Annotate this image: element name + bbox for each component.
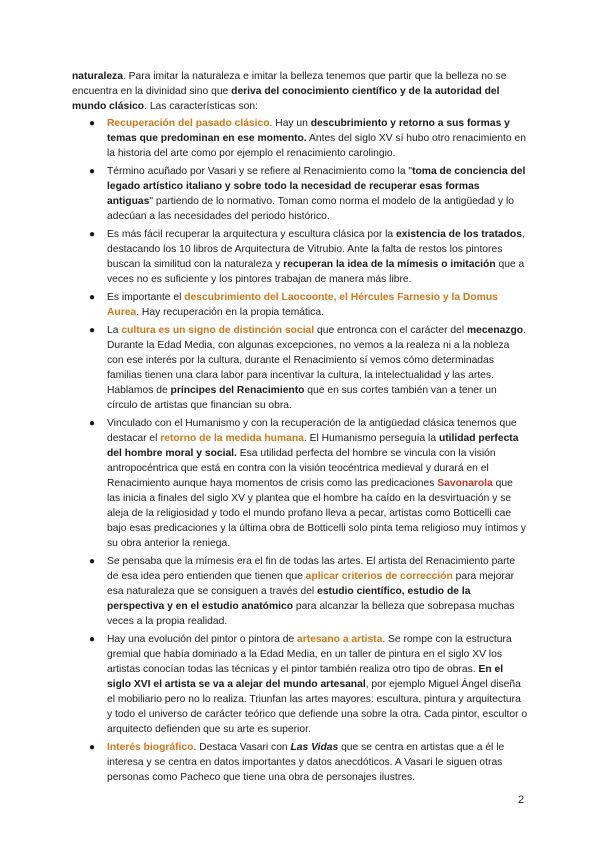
text-run: que se centra en artistas que a él le interesa y se centra en datos importantes y datos anecdóticos. A Vasari le siguen otras personas como Pacheco que tiene una obra de personajes ilustres. — [107, 742, 505, 784]
text-run: que en sus cortes también van a tener un círculo de artistas que financian su obra. — [107, 384, 497, 411]
text-run: Término acuñado por Vasari y se refiere al Renacimiento como la " — [107, 166, 413, 178]
bullet-icon: ● — [89, 118, 96, 130]
text-run: , destacando los 10 libros de Arquitectura de Vitrubio. Ante la falta de restos los pintores buscan la similitud con la naturaleza y — [107, 228, 525, 271]
list-item — [72, 632, 528, 738]
text-run: Se pensaba que la mímesis era el fin de todas las artes. El artista del Renacimiento parte de esa idea pero entienden que tienen que — [107, 555, 516, 582]
text-run: que entronca con el carácter del — [314, 324, 467, 336]
text-run: Antes del siglo XV sí hubo otro renacimiento en la historia del arte como por ejemplo el renacimiento carolingio. — [107, 133, 526, 160]
list-item — [72, 416, 528, 552]
page-number: 2 — [518, 794, 525, 806]
text-run: . Hay un — [269, 118, 311, 130]
text-run: . Destaca Vasari con — [193, 742, 291, 754]
bullet-icon: ● — [89, 742, 96, 754]
text-run: Esa utilidad perfecta del hombre se vincula con la visión antropocéntrica que está en contra con la visión teocéntrica medieval y durará en el Renacimiento aunque haya momentos de crisis como las predicaciones — [107, 447, 496, 489]
emphasis-run: mecenazgo — [467, 324, 524, 336]
bullet-icon: ● — [89, 417, 96, 429]
bullet-icon: ● — [89, 228, 96, 240]
list-item-text — [107, 418, 526, 550]
list-item-text — [107, 634, 527, 736]
list-item-text — [107, 742, 504, 783]
bullet-icon: ● — [89, 555, 96, 567]
list-item — [72, 554, 528, 629]
emphasis-run: artesano a artista — [297, 633, 383, 645]
text-run: para alcanzar la belleza que sobrepasa muchas veces a la propia realidad. — [107, 601, 515, 628]
text-run: " partiendo de lo normativo. Toman como norma el modelo de la antigüedad y lo adecúan a las necesidades del periodo histórico. — [107, 196, 514, 223]
text-run: . Se rompe con la estructura gremial que había dominado a la Edad Media, en un taller de pintura en el siglo XV los artistas conocían todas las técnicas y el pintor también realiza otro tipo de obras. — [107, 633, 512, 676]
list-item — [72, 116, 528, 161]
emphasis-run: recuperan la idea de la mímesis o imitación — [283, 259, 496, 271]
text-run: Es importante el — [107, 291, 185, 303]
emphasis-run: utilidad perfecta del hombre moral y social. — [107, 432, 519, 459]
emphasis-run: Interés biográfico — [107, 742, 194, 754]
list-item-text — [107, 118, 526, 159]
text-run: Hay una evolución del pintor o pintora de — [107, 633, 298, 645]
text-run: , por ejemplo Miguel Ángel diseña el mobiliario pero no lo realiza. Triunfan las artes mayores: escultura, pintura y arquitectura y todo el universo de carácter teórico que defiende una sobre la otra. Cada pintor, escultor o arquitecto defienden que su arte es superior. — [107, 679, 528, 736]
list-item — [72, 740, 528, 785]
emphasis-run: descubrimiento y retorno a sus formas y temas que predominan en ese momento. — [107, 118, 510, 145]
list-item — [72, 227, 528, 287]
emphasis-run: En el siglo XVI el artista se va a alejar del mundo artesanal — [107, 664, 504, 691]
emphasis-run: Savonarola — [437, 477, 493, 489]
text-run: para mejorar esa naturaleza que se consiguen a través del — [107, 571, 514, 598]
emphasis-run: Recuperación del pasado clásico — [107, 118, 270, 130]
bullet-icon: ● — [89, 324, 96, 336]
emphasis-run: toma de conciencia del legado artístico italiano y sobre todo la necesidad de recuperar esas formas antiguas — [107, 166, 526, 208]
text-run: . Las características son: — [144, 101, 258, 113]
emphasis-run: cultura es un signo de distinción social — [121, 324, 315, 336]
bullet-icon: ● — [89, 166, 96, 178]
emphasis-run: estudio científico, estudio de la perspectiva y en el estudio anatómico — [107, 586, 471, 613]
document-body — [72, 69, 528, 788]
text-run: que a veces no es suficiente y los pintores trabajan de manera más libre. — [107, 259, 525, 286]
emphasis-run: príncipes del Renacimiento — [170, 384, 305, 396]
list-item — [72, 290, 528, 320]
list-item-text — [107, 292, 498, 318]
emphasis-run: retorno de la medida humana — [160, 432, 304, 444]
text-run: Vinculado con el Humanismo y con la recuperación de la antigüedad clásica tenemos que destacar el — [107, 417, 517, 444]
text-run: La — [107, 324, 122, 336]
emphasis-run: existencia de los tratados — [396, 228, 522, 240]
list-item-text — [107, 556, 515, 627]
text-run: . Para imitar la naturaleza e imitar la belleza tenemos que partir que la belleza no se encuentra en la divinidad sino que — [72, 71, 507, 98]
list-item-text — [107, 166, 525, 222]
bullet-icon: ● — [89, 291, 96, 303]
list-item — [72, 164, 528, 224]
emphasis-run: deriva del conocimiento científico y de la autoridad del mundo clásico — [72, 86, 500, 113]
text-run: que las inicia a finales del siglo XV y plantea que el hombre ha caído en la desvirtuación y se aleja de la religiosidad y todo el mundo profano lleva a pecar, artistas como Botticelli cae bajo esas predicaciones y la última obra de Botticelli solo pinta tema religioso muy íntimos y su obra anterior la reniega. — [107, 477, 526, 550]
text-run: Es más fácil recuperar la arquitectura y escultura clásica por la — [107, 228, 397, 240]
emphasis-run: Las Vidas — [290, 742, 339, 754]
characteristics-list — [72, 116, 528, 785]
list-item-text — [107, 229, 525, 285]
text-run: . El Humanismo perseguía la — [303, 432, 439, 444]
text-run: . Durante la Edad Media, con algunas excepciones, no vemos a la realeza ni a la nobleza con ese interés por la cultura, durante el Renacimiento sí vemos cómo determinadas familias tienen una clara labor para incentivar la cultura, la intelectualidad y las artes. Hablamos de — [107, 324, 526, 396]
emphasis-run: descubrimiento del Laocoonte, el Hércules Farnesio y la Domus Aurea — [107, 291, 498, 318]
emphasis-run: aplicar criterios de corrección — [305, 571, 453, 582]
emphasis-run: naturaleza — [72, 71, 123, 82]
bullet-icon: ● — [89, 633, 96, 645]
intro-paragraph — [72, 69, 528, 114]
list-item-text — [107, 325, 526, 411]
text-run: . Hay recuperación en la propia temática. — [136, 306, 324, 318]
list-item — [72, 323, 528, 414]
